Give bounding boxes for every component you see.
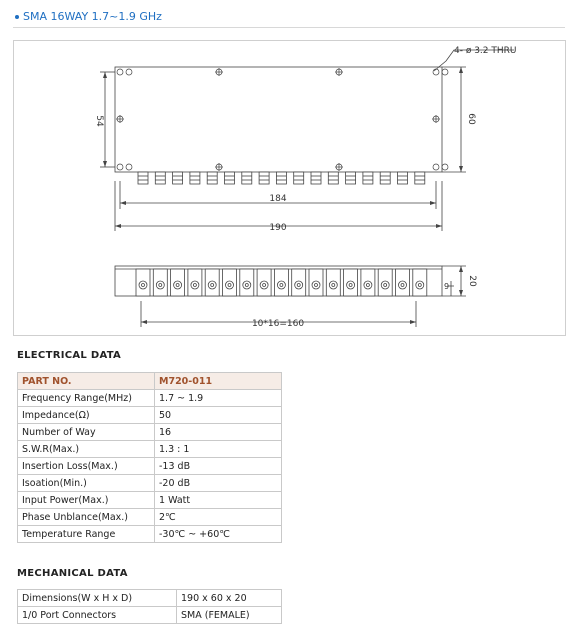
side-connector-icon [240, 269, 254, 296]
table-row [18, 492, 282, 509]
side-connector-icon [309, 269, 323, 296]
dim-pitch: 10*16=160 [251, 319, 305, 329]
table-row [18, 441, 282, 458]
spec-value: 1.3 : 1 [155, 441, 282, 458]
title-divider [13, 27, 565, 28]
spec-key: Temperature Range [18, 526, 155, 543]
mounting-hole-icon [433, 69, 439, 75]
spec-value: -30℃ ~ +60℃ [155, 526, 282, 543]
connector-icon [398, 172, 408, 184]
side-connector-icon [171, 269, 185, 296]
side-connector-icon [378, 269, 392, 296]
connector-icon [173, 172, 183, 184]
connector-icon [311, 172, 321, 184]
mounting-hole-icon [442, 164, 448, 170]
spec-value: 1.7 ~ 1.9 [155, 390, 282, 407]
spec-key: Phase Unblance(Max.) [18, 509, 155, 526]
spec-key: S.W.R(Max.) [18, 441, 155, 458]
bullet-icon [15, 15, 19, 19]
dim-184: 184 [269, 194, 287, 204]
dim-60: 60 [466, 113, 476, 125]
side-connector-row [136, 269, 427, 296]
side-connector-icon [361, 269, 375, 296]
table-row [18, 424, 282, 441]
table-row [18, 590, 282, 607]
table-row [18, 475, 282, 492]
mounting-hole-icon [442, 69, 448, 75]
table-header-row [18, 373, 282, 390]
page-title-text: SMA 16WAY 1.7~1.9 GHz [23, 10, 162, 23]
mechanical-table [17, 589, 282, 624]
electrical-table [17, 372, 282, 543]
side-connector-icon [205, 269, 219, 296]
side-connector-icon [326, 269, 340, 296]
spec-key: Impedance(Ω) [18, 407, 155, 424]
header-key: PART NO. [18, 373, 155, 390]
connector-icon [190, 172, 200, 184]
connector-icon [346, 172, 356, 184]
dim-9: 9 [444, 282, 450, 291]
spec-value: -20 dB [155, 475, 282, 492]
drawing-svg [14, 41, 567, 337]
spec-key: 1/0 Port Connectors [18, 607, 177, 624]
connector-row [138, 172, 425, 184]
mounting-hole-icon [117, 164, 123, 170]
connector-icon [294, 172, 304, 184]
electrical-heading: ELECTRICAL DATA [17, 350, 122, 361]
spec-value: -13 dB [155, 458, 282, 475]
side-connector-icon [413, 269, 427, 296]
spec-value: 1 Watt [155, 492, 282, 509]
mounting-hole-icon [126, 69, 132, 75]
spec-key: Input Power(Max.) [18, 492, 155, 509]
hole-note: 4- ø 3.2 THRU [454, 46, 517, 56]
connector-icon [207, 172, 217, 184]
dim-190: 190 [269, 223, 287, 233]
mounting-holes [116, 68, 448, 171]
connector-icon [276, 172, 286, 184]
spec-key: Isoation(Min.) [18, 475, 155, 492]
spec-value: 50 [155, 407, 282, 424]
table-row [18, 390, 282, 407]
page-title [15, 10, 162, 23]
side-connector-icon [344, 269, 358, 296]
table-row [18, 407, 282, 424]
connector-icon [415, 172, 425, 184]
spec-value: 16 [155, 424, 282, 441]
side-connector-icon [274, 269, 288, 296]
spec-key: Dimensions(W x H x D) [18, 590, 177, 607]
technical-drawing [13, 40, 566, 336]
spec-key: Insertion Loss(Max.) [18, 458, 155, 475]
table-row [18, 509, 282, 526]
mounting-hole-icon [117, 69, 123, 75]
side-connector-icon [188, 269, 202, 296]
side-connector-icon [223, 269, 237, 296]
mounting-hole-icon [433, 164, 439, 170]
spec-key: Frequency Range(MHz) [18, 390, 155, 407]
side-connector-icon [136, 269, 150, 296]
side-connector-icon [292, 269, 306, 296]
connector-icon [259, 172, 269, 184]
table-row [18, 458, 282, 475]
connector-icon [225, 172, 235, 184]
header-value: M720-011 [155, 373, 282, 390]
top-view-body [115, 67, 442, 172]
mechanical-heading: MECHANICAL DATA [17, 568, 128, 579]
connector-icon [363, 172, 373, 184]
spec-value: 190 x 60 x 20 [177, 590, 282, 607]
connector-icon [138, 172, 148, 184]
spec-value: 2℃ [155, 509, 282, 526]
mounting-hole-icon [126, 164, 132, 170]
spec-key: Number of Way [18, 424, 155, 441]
dim-54: 54 [94, 115, 104, 127]
connector-icon [155, 172, 165, 184]
side-connector-icon [396, 269, 410, 296]
dim-20: 20 [467, 275, 477, 287]
connector-icon [242, 172, 252, 184]
spec-value: SMA (FEMALE) [177, 607, 282, 624]
table-row [18, 607, 282, 624]
side-connector-icon [257, 269, 271, 296]
side-connector-icon [153, 269, 167, 296]
connector-icon [380, 172, 390, 184]
connector-icon [328, 172, 338, 184]
table-row [18, 526, 282, 543]
